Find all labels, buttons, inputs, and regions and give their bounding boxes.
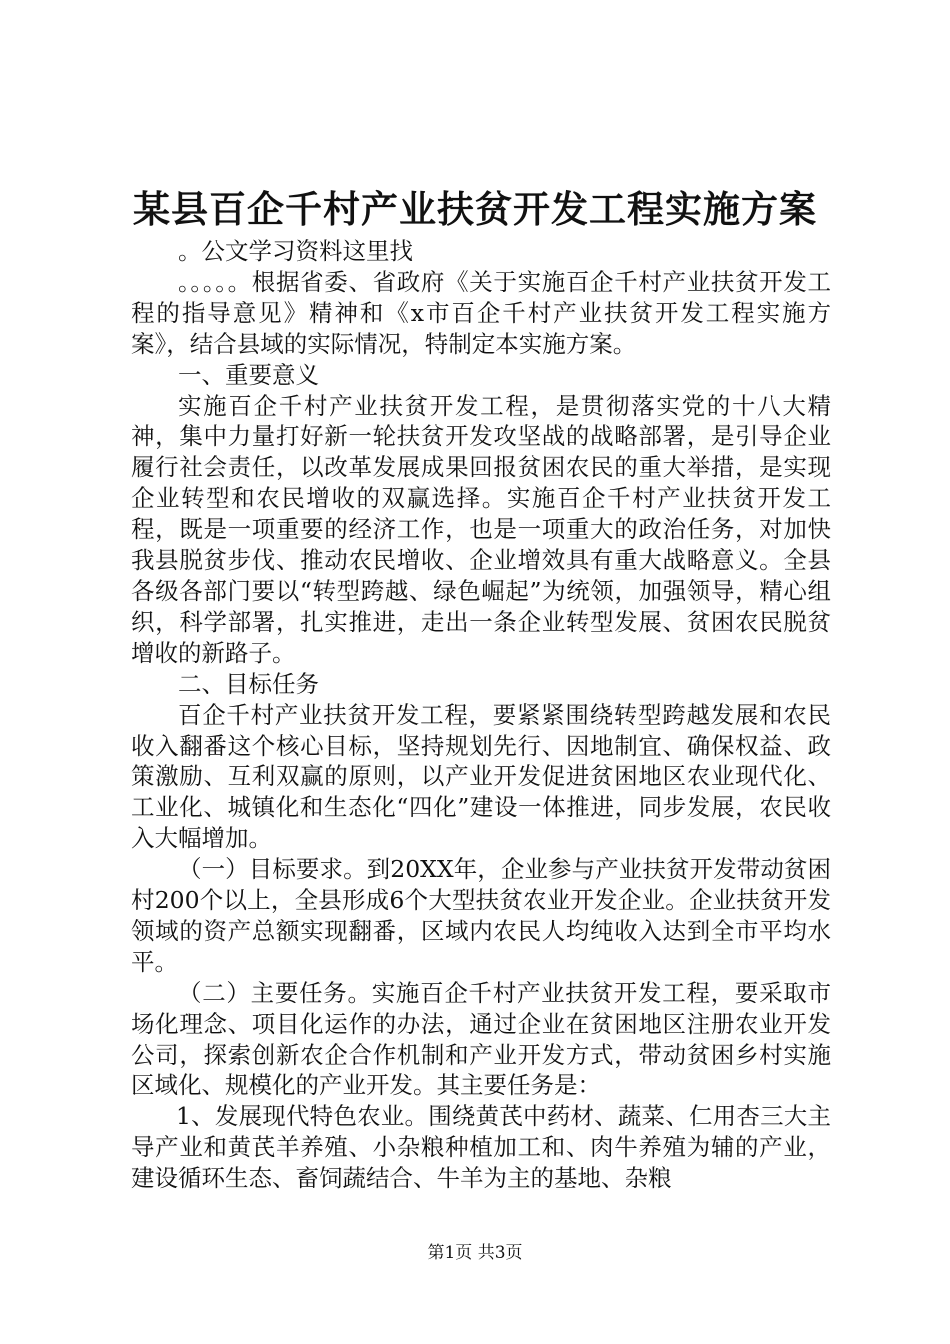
task-item-1: 1、发展现代特色农业。围绕黄芪中药材、蔬菜、仁用杏三大主导产业和黄芪羊养殖、小杂粮种植加工和、肉牛养殖为辅的产业，建设循环生态、畜饲蔬结合、牛羊为主的基地、杂粮: [131, 1102, 831, 1193]
section-heading-significance: 一、重要意义: [178, 360, 319, 389]
page-number: 第1页 共3页: [427, 1243, 523, 1263]
section-heading-goals: 二、目标任务: [178, 669, 319, 698]
document-body: [131, 236, 831, 1194]
goal-requirements-paragraph: （一）目标要求。到20XX年，企业参与产业扶贫开发带动贫困村200个以上，全县形成6个大型扶贫农业开发企业。企业扶贫开发领域的资产总额实现翻番，区域内农民人均纯收入达到全市平均水平。: [131, 855, 831, 976]
significance-paragraph: 实施百企千村产业扶贫开发工程，是贯彻落实党的十八大精神，集中力量打好新一轮扶贫开发攻坚战的战略部署，是引导企业履行社会责任，以改革发展成果回报贫困农民的重大举措，是实现企业转型和农民增收的双赢选择。实施百企千村产业扶贫开发工程，既是一项重要的经济工作，也是一项重大的政治任务，对加快我县脱贫步伐、推动农民增收、企业增效具有重大战略意义。全县各级各部门要以“转型跨越、绿色崛起”为统领，加强领导，精心组织，科学部署，扎实推进，走出一条企业转型发展、贫困农民脱贫增收的新路子。: [131, 391, 831, 667]
main-tasks-paragraph: （二）主要任务。实施百企千村产业扶贫开发工程，要采取市场化理念、项目化运作的办法，通过企业在贫困地区注册农业开发公司，探索创新农企合作机制和产业开发方式，带动贫困乡村实施区域化、规模化的产业开发。其主要任务是：: [131, 978, 831, 1100]
source-note: 。公文学习资料这里找: [178, 237, 413, 265]
intro-paragraph: 。。。。。根据省委、省政府《关于实施百企千村产业扶贫开发工程的指导意见》精神和《x市百企千村产业扶贫开发工程实施方案》，结合县域的实际情况，特制定本实施方案。: [131, 267, 831, 358]
goals-paragraph: 百企千村产业扶贫开发工程，要紧紧围绕转型跨越发展和农民收入翻番这个核心目标，坚持规划先行、因地制宜、确保权益、政策激励、互利双赢的原则，以产业开发促进贫困地区农业现代化、工业化、城镇化和生态化“四化”建设一体推进，同步发展，农民收入大幅增加。: [131, 700, 831, 853]
document-title: 某县百企千村产业扶贫开发工程实施方案: [133, 187, 817, 231]
